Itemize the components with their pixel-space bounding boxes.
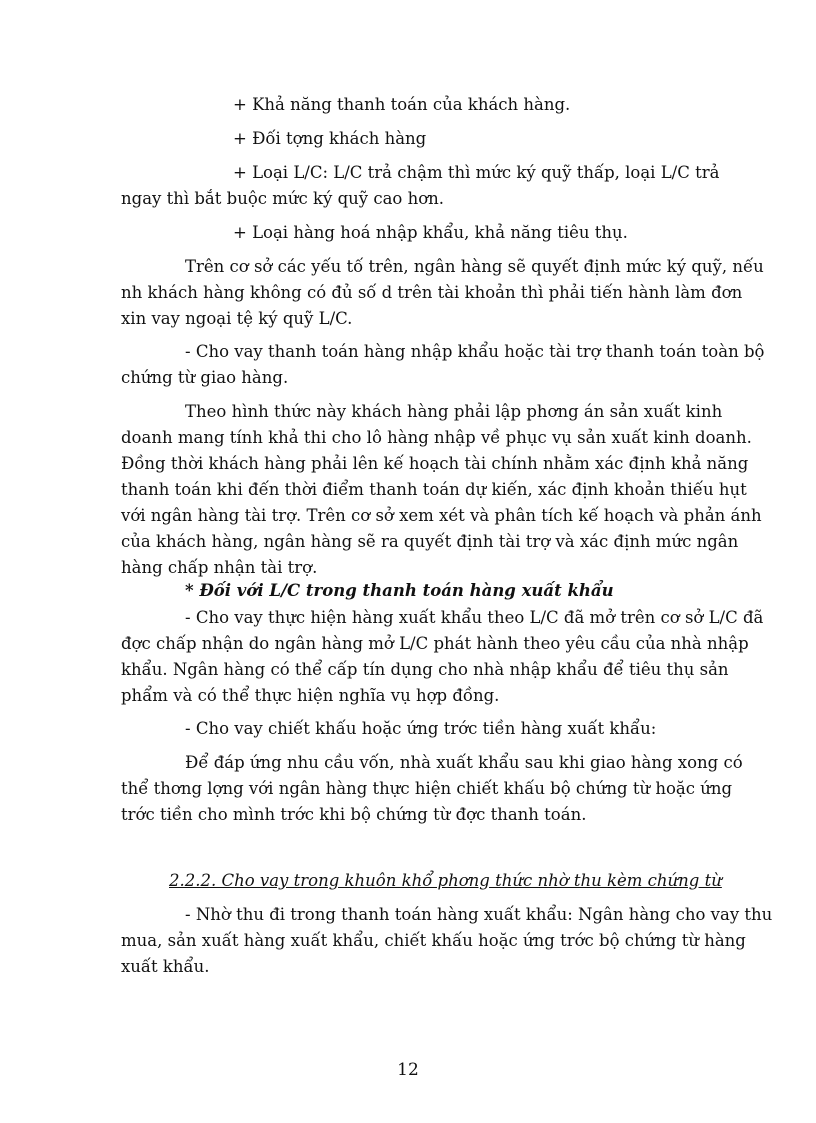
text-line: xuất khẩu.	[121, 957, 210, 976]
text-line: của khách hàng, ngân hàng sẽ ra quyết định tài trợ và xác định mức ngân	[121, 532, 739, 551]
text-line: với ngân hàng tài trợ. Trên cơ sở xem xét và phân tích kế hoạch và phản ánh	[121, 506, 762, 525]
text-line: doanh mang tính khả thi cho lô hàng nhập về phục vụ sản xuất kinh doanh.	[121, 428, 752, 447]
text-line: phẩm và có thể thực hiện nghĩa vụ hợp đồng.	[121, 686, 500, 705]
text-line: + Khả năng thanh toán của khách hàng.	[233, 95, 571, 114]
text-line: - Cho vay thanh toán hàng nhập khẩu hoặc tài trợ thanh toán toàn bộ	[185, 342, 765, 361]
text-line: trớc tiền cho mình trớc khi bộ chứng từ đợc thanh toán.	[121, 805, 587, 824]
text-line: - Cho vay thực hiện hàng xuất khẩu theo L/C đã mở trên cơ sở L/C đã	[185, 608, 764, 627]
text-line: - Nhờ thu đi trong thanh toán hàng xuất khẩu: Ngân hàng cho vay thu	[185, 905, 773, 924]
text-line: ngay thì bắt buộc mức ký quỹ cao hơn.	[121, 189, 445, 208]
text-line: Trên cơ sở các yếu tố trên, ngân hàng sẽ quyết định mức ký quỹ, nếu	[185, 257, 764, 276]
text-line: chứng từ giao hàng.	[121, 368, 289, 387]
text-line: xin vay ngoại tệ ký quỹ L/C.	[121, 309, 353, 328]
text-line: thanh toán khi đến thời điểm thanh toán dự kiến, xác định khoản thiếu hụt	[121, 480, 747, 499]
text-line: mua, sản xuất hàng xuất khẩu, chiết khấu hoặc ứng trớc bộ chứng từ hàng	[121, 931, 746, 950]
text-line: hàng chấp nhận tài trợ.	[121, 558, 318, 577]
text-line: nh khách hàng không có đủ số d trên tài khoản thì phải tiến hành làm đơn	[121, 283, 743, 302]
text-line: + Loại L/C: L/C trả chậm thì mức ký quỹ thấp, loại L/C trả	[233, 163, 720, 182]
text-line: Để đáp ứng nhu cầu vốn, nhà xuất khẩu sau khi giao hàng xong có	[185, 753, 743, 772]
text-line: Theo hình thức này khách hàng phải lập phơng án sản xuất kinh	[185, 402, 723, 421]
page-number: 12	[397, 1060, 419, 1080]
text-line: khẩu. Ngân hàng có thể cấp tín dụng cho nhà nhập khẩu để tiêu thụ sản	[121, 660, 729, 679]
text-line: Đồng thời khách hàng phải lên kế hoạch tài chính nhằm xác định khả năng	[121, 454, 749, 473]
text-line: + Loại hàng hoá nhập khẩu, khả năng tiêu thụ.	[233, 223, 628, 242]
text-line: + Đối tợng khách hàng	[233, 129, 427, 148]
text-line: - Cho vay chiết khấu hoặc ứng trớc tiền hàng xuất khẩu:	[185, 719, 657, 738]
text-line: thể thơng lợng với ngân hàng thực hiện chiết khấu bộ chứng từ hoặc ứng	[121, 779, 733, 798]
subsection-heading: 2.2.2. Cho vay trong khuôn khổ phơng thức nhờ thu kèm chứng từ	[169, 871, 722, 890]
text-line: đợc chấp nhận do ngân hàng mở L/C phát hành theo yêu cầu của nhà nhập	[121, 634, 749, 653]
section-heading: * Đối với L/C trong thanh toán hàng xuất khẩu	[185, 581, 614, 600]
